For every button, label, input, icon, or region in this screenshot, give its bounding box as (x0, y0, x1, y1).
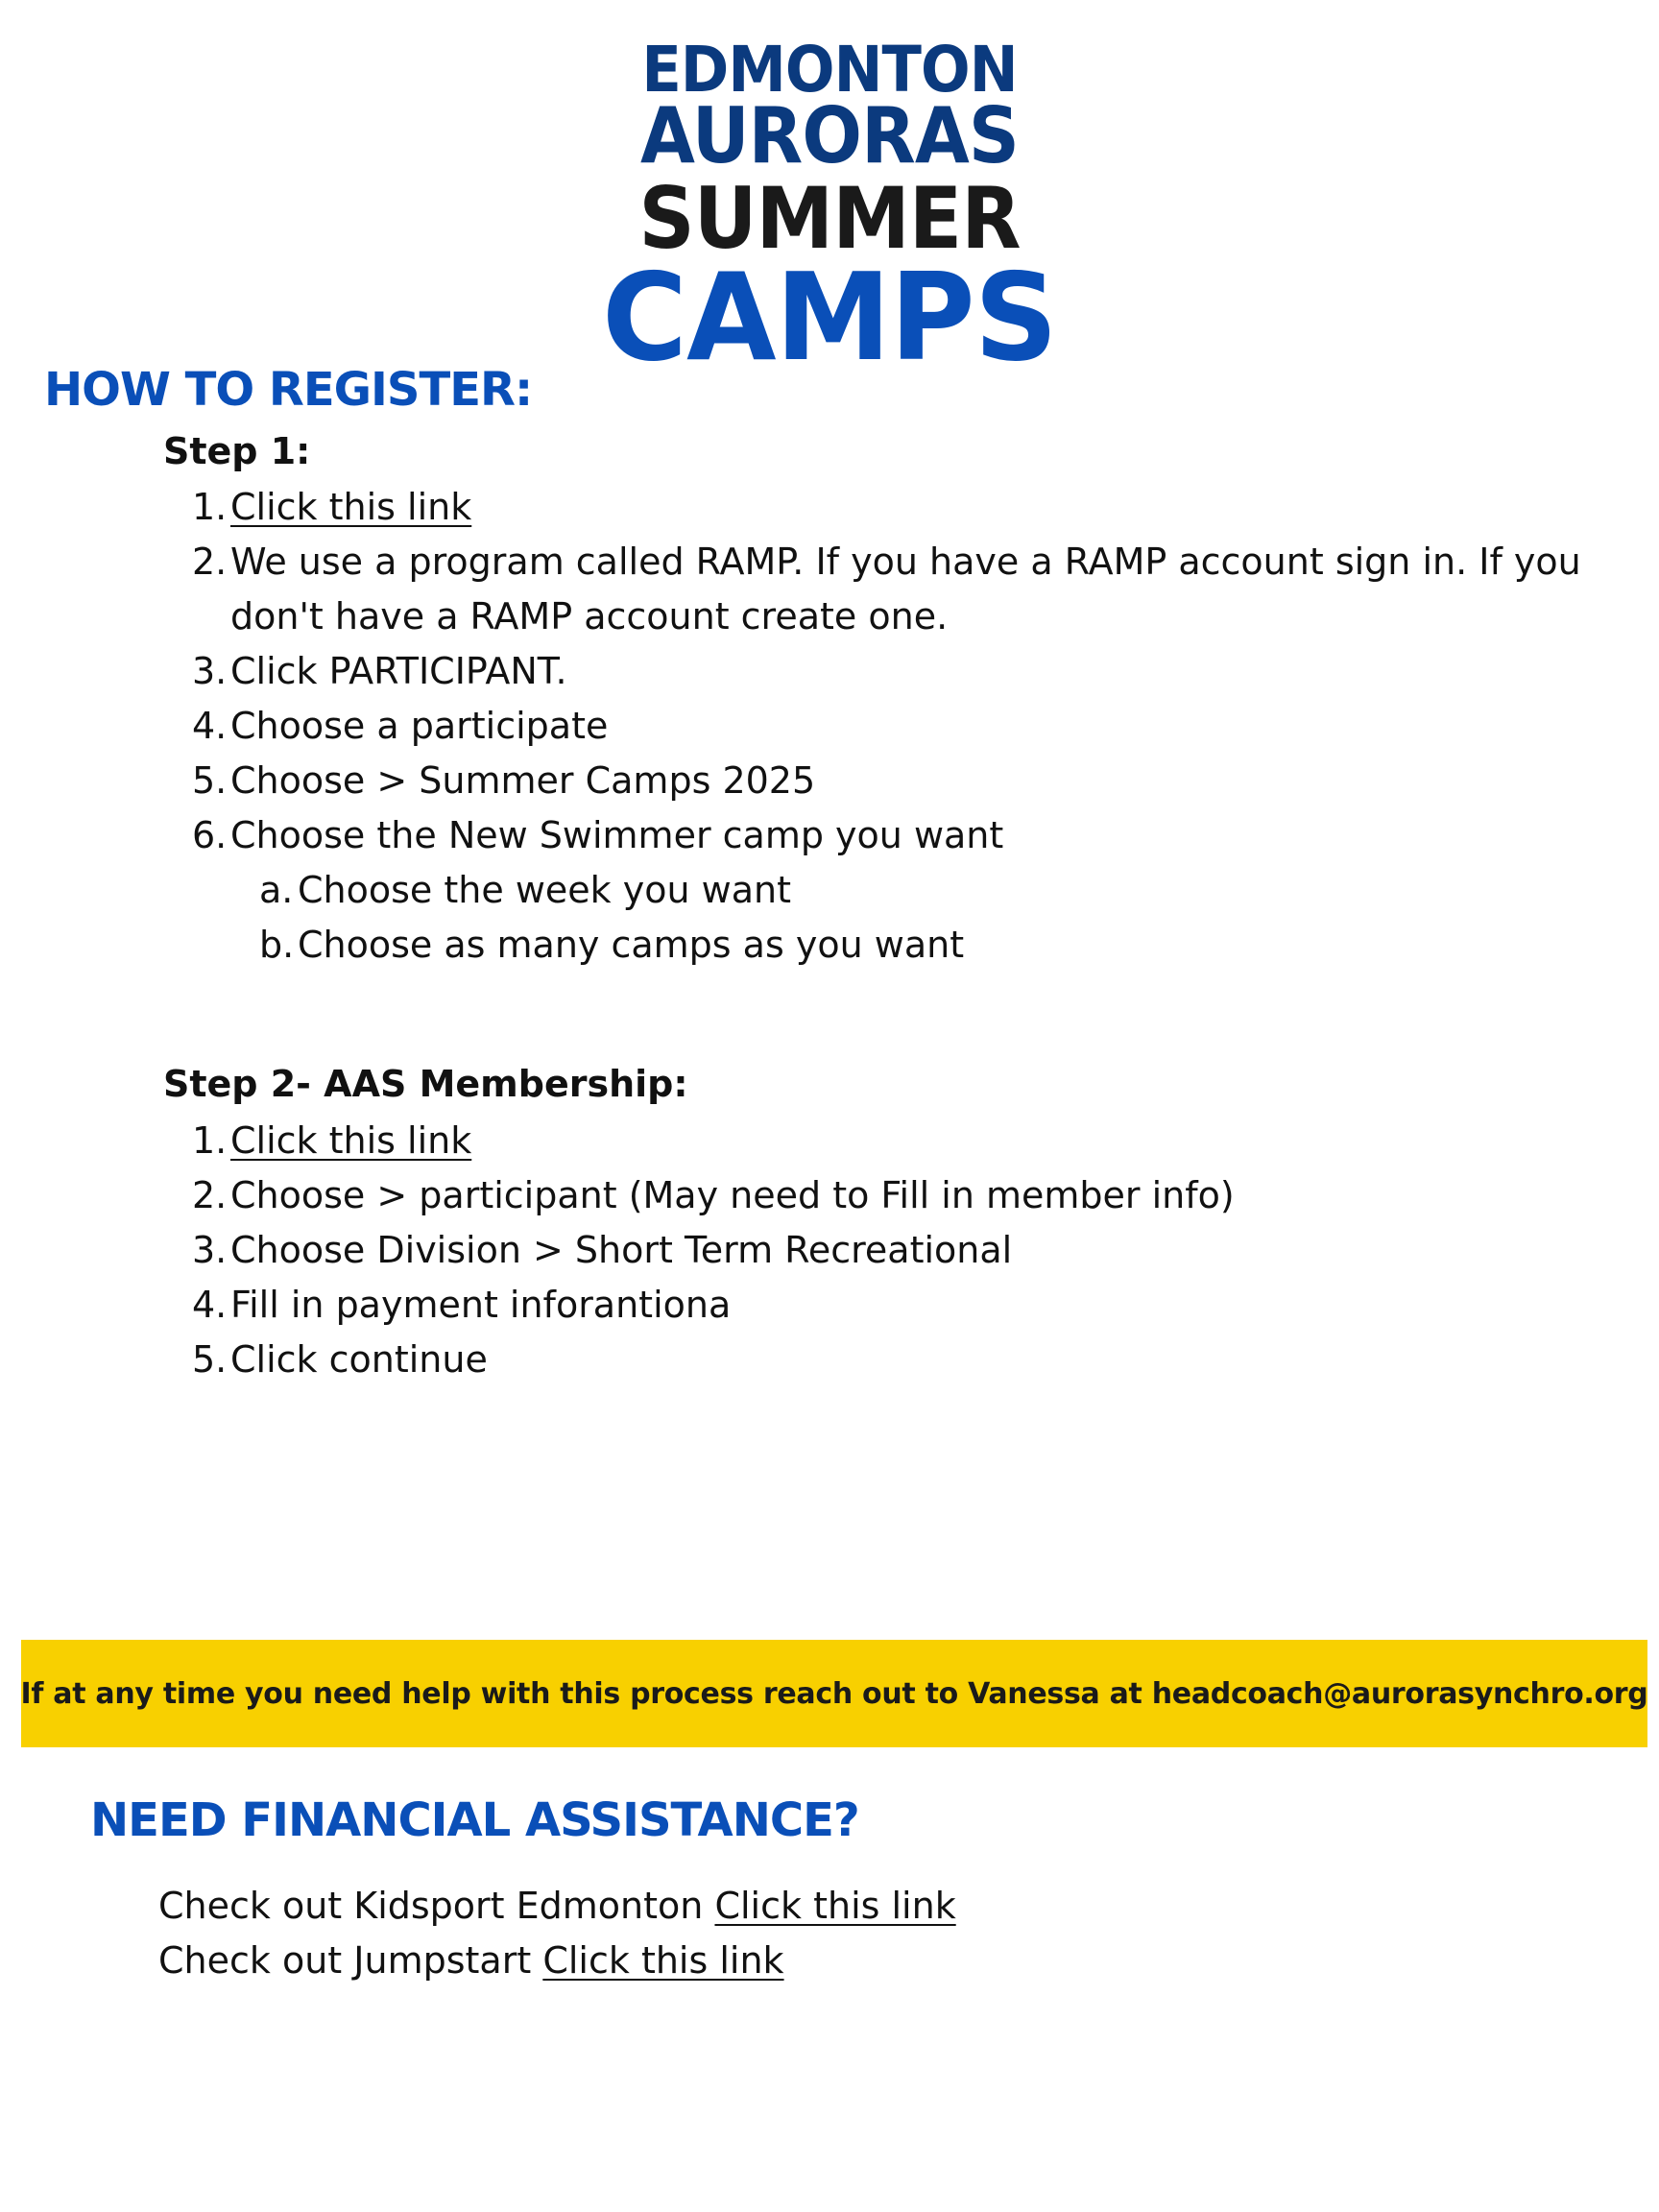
step1-register-link[interactable]: Click this link (230, 486, 472, 528)
kidsport-text: Check out Kidsport Edmonton (158, 1885, 715, 1927)
step2-item-1 (192, 1114, 1632, 1168)
step2-item-4 (192, 1278, 1632, 1333)
list-number: 4. (192, 705, 228, 747)
step1-item-6-text: Choose the New Swimmer camp you want (230, 814, 1004, 856)
step2-item-2-text: Choose > participant (May need to Fill in member info) (230, 1174, 1235, 1216)
list-number: 2. (192, 541, 228, 583)
step1-item-2 (192, 535, 1632, 644)
financial-item-kidsport (158, 1879, 956, 1934)
list-number: 1. (192, 486, 228, 528)
step2-label: Step 2- AAS Membership: (163, 1063, 688, 1105)
step1-item-1 (192, 480, 1632, 535)
step1-sublist (192, 863, 1632, 973)
step2-item-5-text: Click continue (230, 1338, 488, 1381)
step1-label: Step 1: (163, 430, 311, 472)
title-edmonton: EDMONTON (641, 33, 1018, 107)
step2-list (192, 1114, 1632, 1387)
step1-item-4 (192, 699, 1632, 754)
title-auroras: AURORAS (640, 91, 1019, 180)
list-number: 3. (192, 1229, 228, 1271)
list-number: 3. (192, 650, 228, 692)
list-number: 1. (192, 1119, 228, 1162)
jumpstart-text: Check out Jumpstart (158, 1939, 543, 1982)
financial-item-jumpstart (158, 1934, 956, 1988)
step2-item-2 (192, 1168, 1632, 1223)
how-to-register-heading: HOW TO REGISTER: (44, 363, 533, 417)
step1-subitem-b (192, 918, 1632, 973)
step2-item-5 (192, 1333, 1632, 1387)
list-number: 4. (192, 1284, 228, 1326)
kidsport-link[interactable]: Click this link (714, 1885, 956, 1927)
step1-item-3 (192, 644, 1632, 699)
help-banner-text: If at any time you need help with this process reach out to Vanessa at headcoach@aurorasynchro.org (20, 1676, 1648, 1711)
financial-list (158, 1879, 956, 1988)
list-number: 5. (192, 759, 228, 802)
step1-item-5 (192, 754, 1632, 808)
step1-subitem-b-text: Choose as many camps as you want (298, 924, 965, 966)
step1-item-5-text: Choose > Summer Camps 2025 (230, 759, 816, 802)
step1-list (192, 480, 1632, 973)
step2-membership-link[interactable]: Click this link (230, 1119, 472, 1162)
step1-item-2-text-line2: don't have a RAMP account create one. (230, 595, 949, 637)
title-summer: SUMMER (638, 169, 1021, 268)
financial-assistance-heading: NEED FINANCIAL ASSISTANCE? (90, 1793, 859, 1847)
list-number: 6. (192, 814, 228, 856)
list-letter: a. (259, 869, 294, 911)
help-banner (21, 1640, 1647, 1747)
step1-subitem-a-text: Choose the week you want (298, 869, 791, 911)
step2-item-3-text: Choose Division > Short Term Recreational (230, 1229, 1013, 1271)
step1-sublist-container (192, 863, 1632, 973)
jumpstart-link[interactable]: Click this link (542, 1939, 784, 1982)
step1-item-4-text: Choose a participate (230, 705, 609, 747)
page-title (0, 29, 1659, 388)
step1-item-2-text-line1: We use a program called RAMP. If you have a RAMP account sign in. If you (230, 541, 1581, 583)
list-number: 2. (192, 1174, 228, 1216)
step2-item-3 (192, 1223, 1632, 1278)
list-letter: b. (259, 924, 295, 966)
step1-item-6 (192, 808, 1632, 863)
step1-item-3-text: Click PARTICIPANT. (230, 650, 567, 692)
step2-item-4-text: Fill in payment inforantiona (230, 1284, 732, 1326)
list-number: 5. (192, 1338, 228, 1381)
step1-subitem-a (192, 863, 1632, 918)
title-camps: CAMPS (602, 247, 1057, 388)
